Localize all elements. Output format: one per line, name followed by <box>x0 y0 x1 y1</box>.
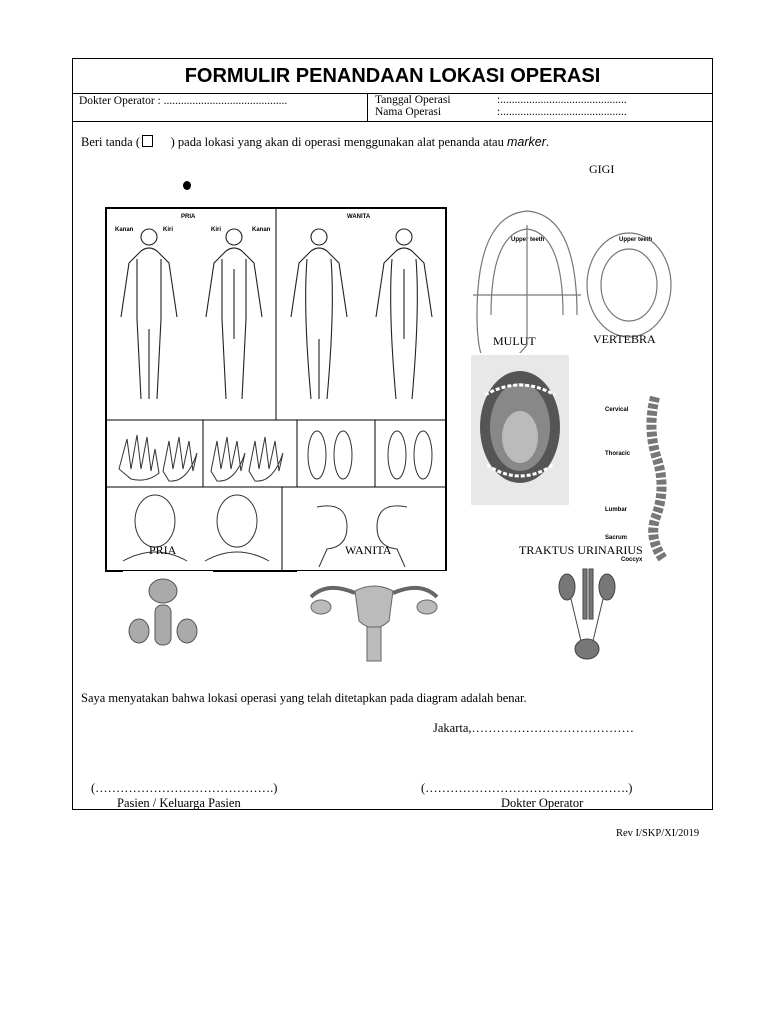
patient-signature-line[interactable]: (…………………………………….) <box>91 781 278 795</box>
thoracic-label: Thoracic <box>605 451 631 457</box>
form-frame <box>72 58 713 810</box>
statement-text: Saya menyatakan bahwa lokasi operasi yang telah ditetapkan pada diagram adalah benar. <box>81 691 527 705</box>
info-divider <box>367 93 368 121</box>
instruction-after: ) pada lokasi yang akan di operasi menggunakan alat penanda atau <box>170 135 504 149</box>
mouth-svg <box>471 355 569 505</box>
female-organ-diagram[interactable] <box>297 571 451 663</box>
female-organ-svg <box>297 571 451 663</box>
revision-code: Rev I/SKP/XI/2019 <box>616 828 700 839</box>
operation-field[interactable]: :............................................ <box>497 106 627 118</box>
traktus-urinarius-label: TRAKTUS URINARIUS <box>519 543 643 557</box>
info-row <box>73 93 712 122</box>
body-diagram-panel[interactable] <box>105 207 447 572</box>
form-title: FORMULIR PENANDAAN LOKASI OPERASI <box>73 59 712 94</box>
doctor-operator-field[interactable]: Dokter Operator : ........................................... <box>79 95 288 107</box>
kanan-label: Kanan <box>115 227 134 233</box>
patient-signature-label: Pasien / Keluarga Pasien <box>117 796 241 810</box>
teeth-svg <box>469 205 685 353</box>
urinary-tract-diagram[interactable] <box>553 565 623 665</box>
mouth-diagram[interactable] <box>471 355 569 505</box>
cervical-label: Cervical <box>605 407 629 413</box>
marker-word: marker <box>506 135 546 149</box>
operation-label: Nama Operasi <box>375 106 442 118</box>
pria-label: PRIA <box>149 543 177 557</box>
wanita-label: WANITA <box>345 543 392 557</box>
date-label: Tanggal Operasi <box>375 94 451 106</box>
doctor-signature-line[interactable]: (………………………………………….) <box>421 781 633 795</box>
date-field[interactable]: :............................................ <box>497 94 627 106</box>
male-organ-diagram[interactable] <box>123 571 213 661</box>
vertebra-label: VERTEBRA <box>593 332 656 346</box>
kiri-label-2: Kiri <box>211 227 222 233</box>
male-organ-svg <box>123 571 213 661</box>
coccyx-label: Coccyx <box>621 557 643 563</box>
gigi-label: GIGI <box>589 162 615 176</box>
sacrum-label: Sacrum <box>605 535 628 541</box>
instruction-period: . <box>545 135 549 149</box>
upper-teeth-label-2: Upper teeth <box>619 237 653 243</box>
kiri-label: Kiri <box>163 227 174 233</box>
body-diagram-svg <box>107 209 445 570</box>
body-wanita-label: WANITA <box>347 214 371 220</box>
instruction-before: Beri tanda ( <box>81 135 141 149</box>
bullet-dot-icon <box>183 181 191 190</box>
spine-svg <box>603 389 685 567</box>
kanan-label-2: Kanan <box>252 227 271 233</box>
checkbox-symbol-icon <box>142 135 153 147</box>
upper-teeth-label: Upper teeth <box>511 237 545 243</box>
doctor-signature-label: Dokter Operator <box>501 796 584 810</box>
teeth-diagram[interactable] <box>469 205 685 353</box>
mulut-label: MULUT <box>493 334 536 348</box>
instruction-text <box>81 135 549 150</box>
city-date-field[interactable]: Jakarta,………………………………… <box>433 721 635 735</box>
body-pria-label: PRIA <box>181 214 196 220</box>
vertebra-diagram[interactable] <box>603 389 685 567</box>
lumbar-label: Lumbar <box>605 507 628 513</box>
urinary-svg <box>553 565 623 665</box>
